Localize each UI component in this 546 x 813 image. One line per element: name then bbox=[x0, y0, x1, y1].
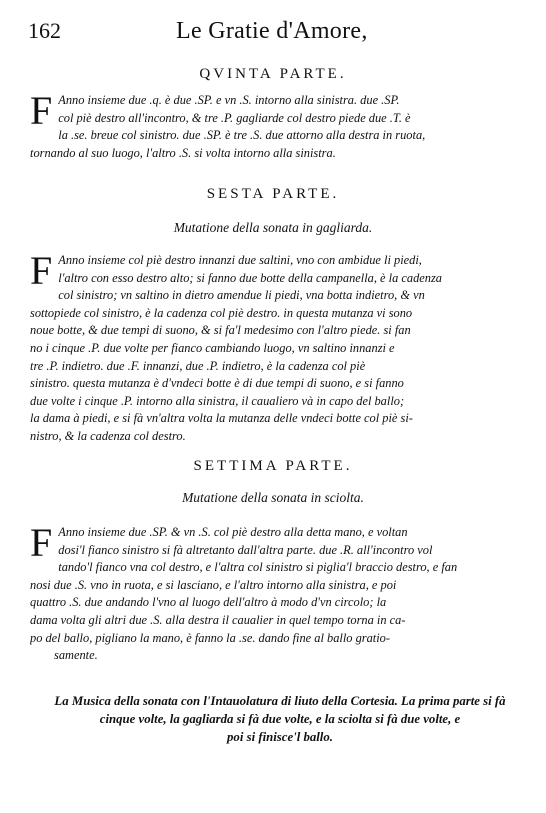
settima-parte-subtitle: Mutatione della sonata in sciolta. bbox=[182, 490, 364, 505]
text-line: tando'l fianco vna col destro, e l'altra col sinistro si piglia'l braccio destro, e fan bbox=[58, 560, 458, 575]
running-title: Le Gratie d'Amore, bbox=[176, 18, 368, 44]
dropcap: F bbox=[30, 520, 53, 565]
text-line: Anno insieme due .q. è due .SP. e vn .S. intorno alla sinistra. due .SP. bbox=[58, 93, 400, 107]
text-line: no i cinque .P. due volte per fianco cambiando luogo, vn saltino innanzi e bbox=[30, 340, 395, 355]
settima-parte-paragraph bbox=[30, 520, 516, 665]
dropcap: F bbox=[30, 88, 53, 133]
text-line: po del ballo, pigliano la mano, è fanno la .se. dando fine al ballo gratio- bbox=[30, 630, 390, 645]
sesta-parte-subtitle: Mutatione della sonata in gagliarda. bbox=[173, 220, 373, 235]
text-line: noue botte, & due tempi di suono, & si fa'l medesimo con l'altro piede. si fan bbox=[30, 323, 411, 338]
text-line: dosi'l fianco sinistro si fà altretanto dall'altra parte. due .R. all'incontro vol bbox=[58, 542, 433, 557]
footer-line: cinque volte, la gagliarda si fà due volte, e la sciolta si fà due volte, e bbox=[99, 712, 461, 726]
text-line: la .se. breue col sinistro. due .SP. è tre .S. due attorno alla destra in ruota, bbox=[58, 128, 426, 143]
page-number: 162 bbox=[28, 18, 61, 43]
text-line: sottopiede col sinistro, è la cadenza col piè destro. in questa mutanza vi sono bbox=[30, 305, 413, 320]
text-line: samente. bbox=[54, 648, 98, 663]
footer-line: poi si finisce'l ballo. bbox=[227, 730, 333, 744]
text-line: sinistro. questa mutanza è d'vndeci botte è di due tempi di suono, e si fanno bbox=[30, 376, 404, 391]
text-line: tornando al suo luogo, l'altro .S. si volta intorno alla sinistra. bbox=[30, 145, 336, 160]
text-line: la dama à piedi, e si fà vn'altra volta la mutanza delle vndeci botte col piè si- bbox=[30, 411, 413, 426]
settima-parte-title: SETTIMA PARTE. bbox=[193, 458, 353, 474]
dropcap: F bbox=[30, 248, 53, 293]
footer-line: La Musica della sonata con l'Intauolatura di liuto della Cortesia. La prima parte si fà bbox=[54, 694, 506, 708]
text-line: Anno insieme col piè destro innanzi due saltini, vno con ambidue li piedi, bbox=[58, 253, 422, 267]
text-line: l'altro con esso destro alto; si fanno due botte della campanella, è la cadenza bbox=[58, 270, 442, 285]
text-line: nistro, & la cadenza col destro. bbox=[30, 428, 186, 443]
sesta-parte-paragraph bbox=[30, 248, 516, 446]
quinta-parte-title: QVINTA PARTE. bbox=[199, 66, 347, 82]
text-line: quattro .S. due andando l'vno al luogo dell'altro à modo d'vn circolo; la bbox=[30, 595, 387, 610]
footer-note bbox=[40, 692, 520, 746]
text-line: tre .P. indietro. due .F. innanzi, due .P. indietro, è la cadenza col piè bbox=[30, 358, 366, 373]
text-line: Anno insieme due .SP. & vn .S. col piè destro alla detta mano, e voltan bbox=[58, 525, 408, 539]
text-line: nosi due .S. vno in ruota, e si lasciano, e l'altro intorno alla sinistra, e poi bbox=[30, 577, 397, 592]
text-line: dama volta gli altri due .S. alla destra il caualier in quel tempo torna in ca- bbox=[30, 612, 406, 627]
quinta-parte-paragraph bbox=[30, 88, 516, 162]
text-line: col sinistro; vn saltino in dietro amendue li piedi, vna botta indietro, & vn bbox=[58, 288, 425, 303]
text-line: col piè destro all'incontro, & tre .P. gagliarde col destro piede due .T. è bbox=[58, 110, 411, 125]
sesta-parte-title: SESTA PARTE. bbox=[206, 186, 340, 202]
text-line: due volte i cinque .P. intorno alla sinistra, il caualiero và in capo del ballo; bbox=[30, 393, 405, 408]
